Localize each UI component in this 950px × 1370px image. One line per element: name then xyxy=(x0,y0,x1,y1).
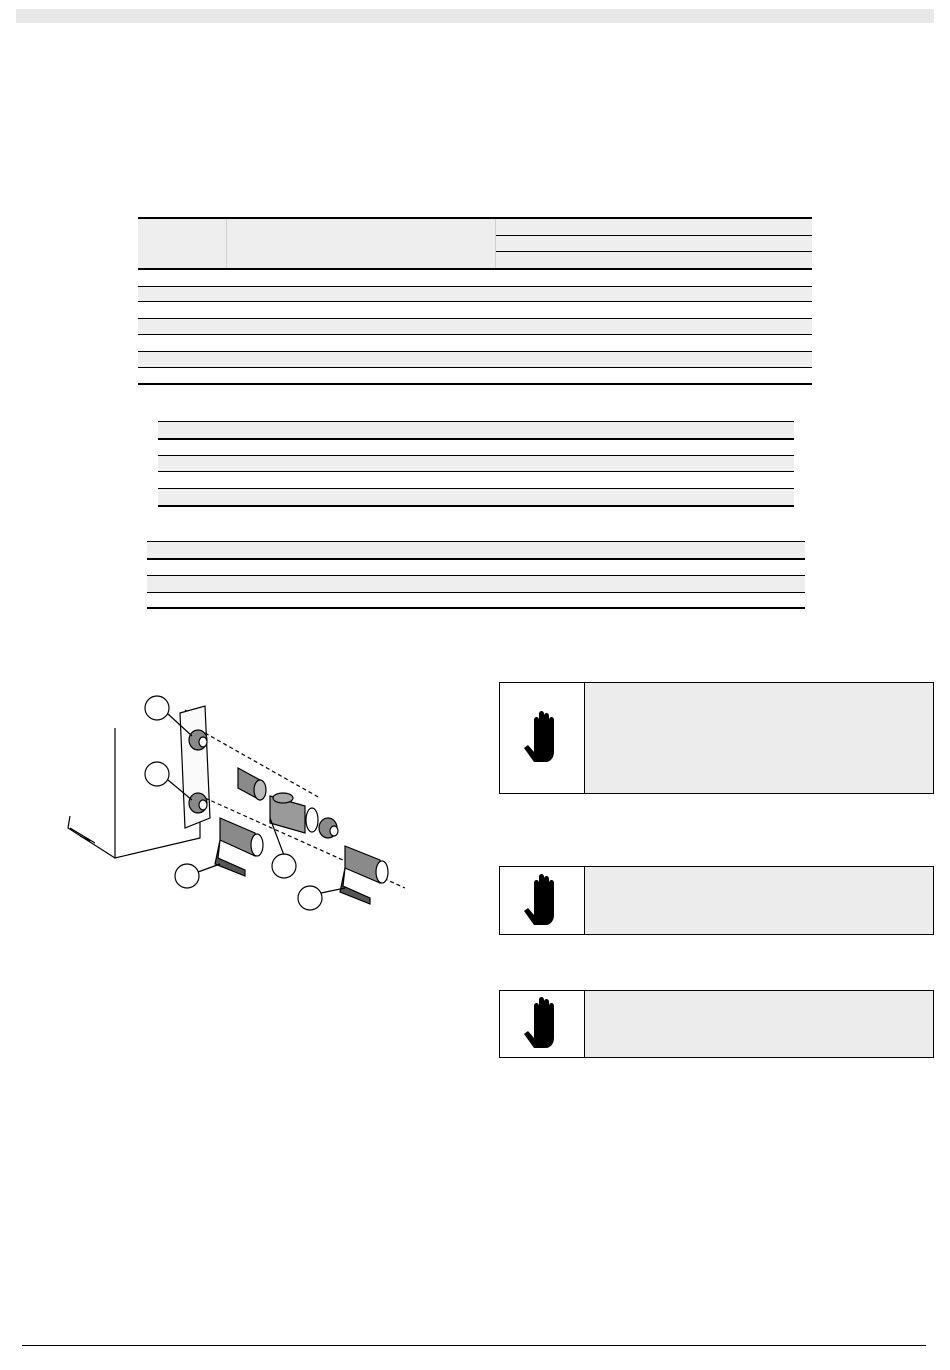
warning-text-1 xyxy=(585,683,933,793)
spec-table-1 xyxy=(138,217,812,387)
warning-box-1 xyxy=(499,682,934,794)
warning-text-2 xyxy=(585,867,933,934)
warning-text-3 xyxy=(585,991,933,1057)
warning-box-3 xyxy=(499,990,934,1058)
footer-rule xyxy=(22,1345,926,1346)
header-band xyxy=(16,9,934,23)
spec-table-3 xyxy=(147,541,805,611)
pipe-fitting-illustration xyxy=(60,688,420,918)
stop-hand-icon xyxy=(500,991,585,1057)
warning-box-2 xyxy=(499,866,934,935)
stop-hand-icon xyxy=(500,867,585,934)
stop-hand-icon xyxy=(500,683,585,793)
spec-table-2 xyxy=(158,421,794,509)
